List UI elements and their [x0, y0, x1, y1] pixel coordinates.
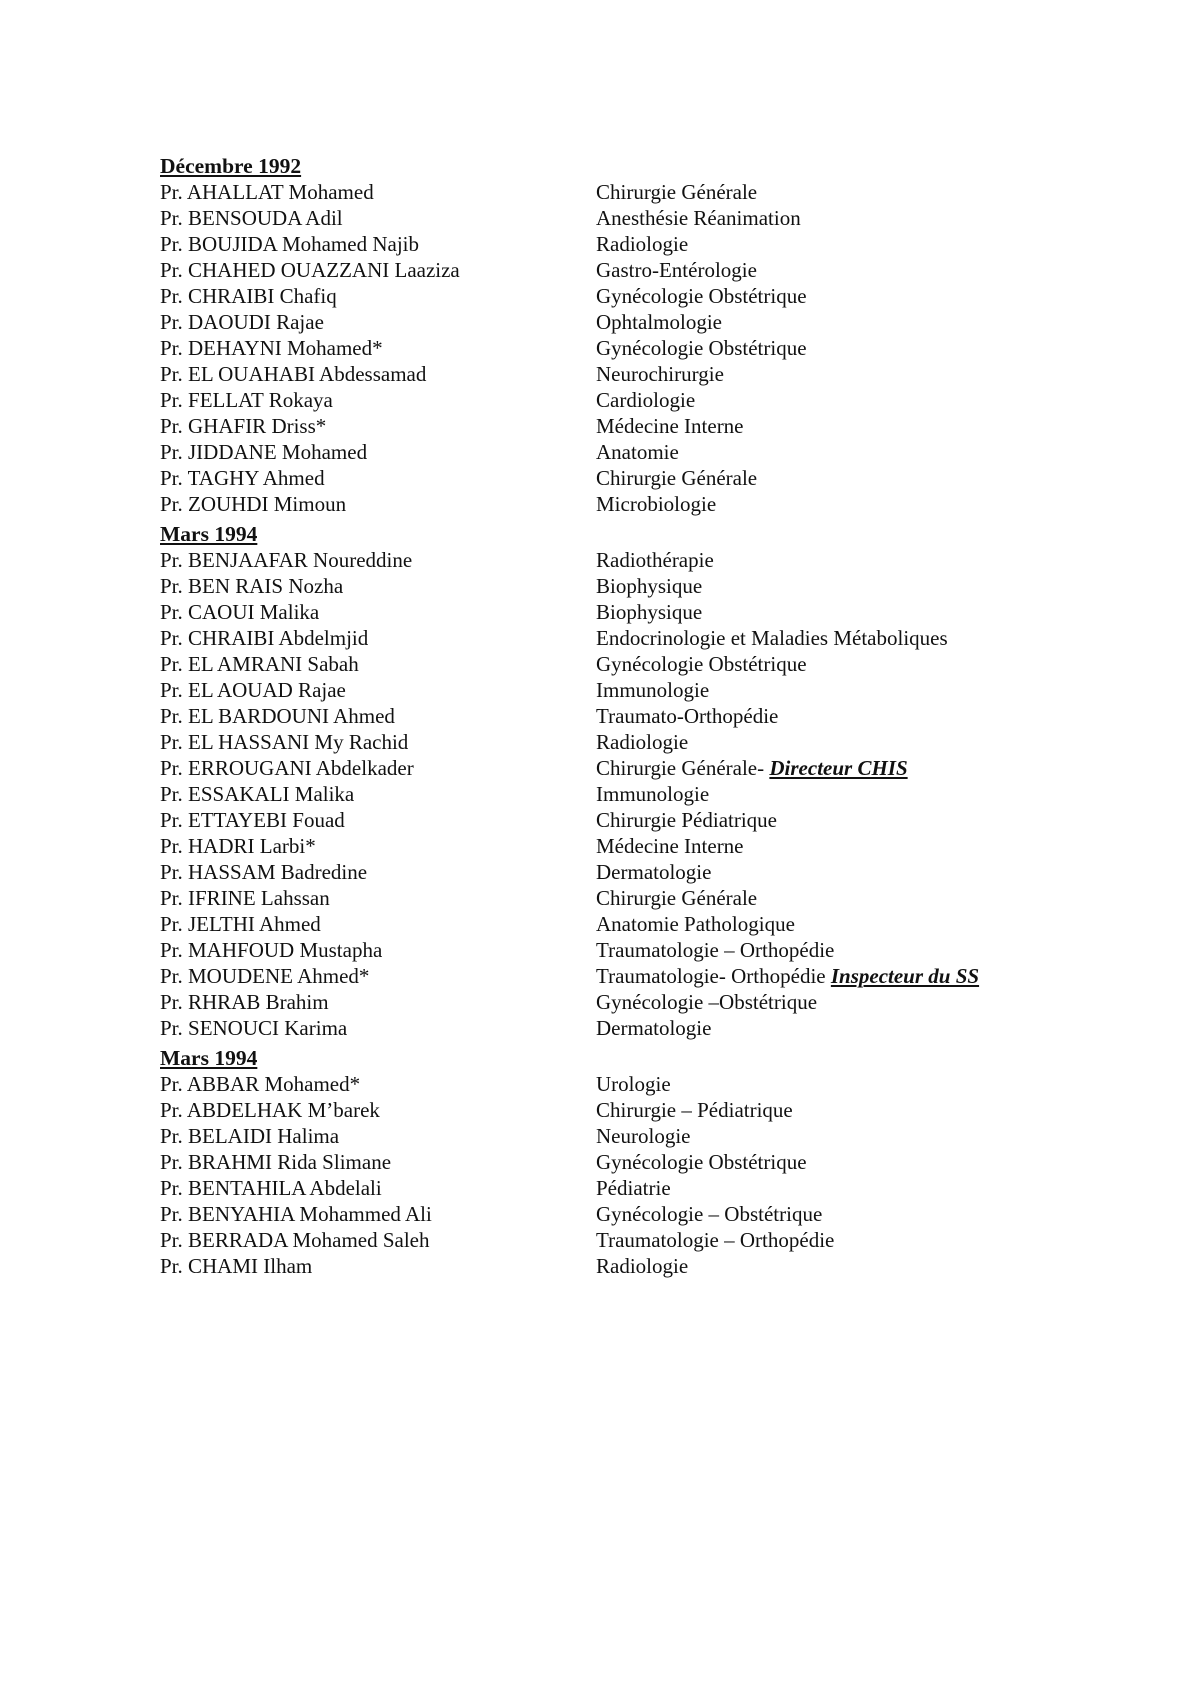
- list-item: [160, 465, 1040, 491]
- list-item: [160, 205, 1040, 231]
- section-title: Mars 1994: [160, 1046, 258, 1070]
- specialty-text: Gynécologie – Obstétrique: [596, 1202, 823, 1226]
- specialty-text: Cardiologie: [596, 388, 696, 412]
- specialty-cell: [596, 1015, 1040, 1041]
- list-item: [160, 781, 1040, 807]
- list-item: [160, 1175, 1040, 1201]
- list-item: [160, 989, 1040, 1015]
- list-item: [160, 599, 1040, 625]
- list-item: [160, 625, 1040, 651]
- list-item: [160, 179, 1040, 205]
- professor-name: Pr. BENJAAFAR Noureddine: [160, 548, 413, 572]
- specialty-text: Gastro-Entérologie: [596, 258, 757, 282]
- specialty-text: Urologie: [596, 1072, 671, 1096]
- specialty-text: Anesthésie Réanimation: [596, 206, 801, 230]
- specialty-cell: [596, 755, 1040, 781]
- section-title: Mars 1994: [160, 522, 258, 546]
- professor-name: Pr. ETTAYEBI Fouad: [160, 808, 345, 832]
- specialty-cell: [596, 361, 1040, 387]
- list-item: [160, 677, 1040, 703]
- faculty-list: [160, 153, 1040, 1279]
- specialty-text: Ophtalmologie: [596, 310, 722, 334]
- professor-name: Pr. ERROUGANI Abdelkader: [160, 756, 414, 780]
- list-item: [160, 911, 1040, 937]
- professor-name: Pr. ABDELHAK M’barek: [160, 1098, 380, 1122]
- professor-name: Pr. BOUJIDA Mohamed Najib: [160, 232, 419, 256]
- specialty-text: Radiothérapie: [596, 548, 714, 572]
- professor-name: Pr. TAGHY Ahmed: [160, 466, 325, 490]
- specialty-text: Dermatologie: [596, 1016, 712, 1040]
- specialty-cell: [596, 547, 1040, 573]
- professor-name: Pr. ESSAKALI Malika: [160, 782, 355, 806]
- professor-name: Pr. CHRAIBI Abdelmjid: [160, 626, 369, 650]
- specialty-text: Microbiologie: [596, 492, 717, 516]
- list-item: [160, 1123, 1040, 1149]
- specialty-text: Chirurgie Générale: [596, 466, 758, 490]
- specialty-cell: [596, 651, 1040, 677]
- professor-name: Pr. MAHFOUD Mustapha: [160, 938, 383, 962]
- specialty-text: Gynécologie Obstétrique: [596, 652, 807, 676]
- specialty-text: Chirurgie Générale-: [596, 756, 770, 780]
- professor-name: Pr. CHAMI Ilham: [160, 1254, 313, 1278]
- specialty-cell: [596, 491, 1040, 517]
- list-item: [160, 361, 1040, 387]
- list-item: [160, 231, 1040, 257]
- section-title: Décembre 1992: [160, 154, 302, 178]
- list-item: [160, 833, 1040, 859]
- specialty-text: Anatomie Pathologique: [596, 912, 795, 936]
- specialty-cell: [596, 179, 1040, 205]
- list-item: [160, 413, 1040, 439]
- specialty-text: Immunologie: [596, 678, 710, 702]
- professor-name: Pr. ABBAR Mohamed*: [160, 1072, 361, 1096]
- specialty-cell: [596, 937, 1040, 963]
- role-note: Directeur CHIS: [769, 756, 908, 780]
- specialty-cell: [596, 465, 1040, 491]
- specialty-text: Médecine Interne: [596, 414, 744, 438]
- list-item: [160, 937, 1040, 963]
- specialty-text: Traumatologie- Orthopédie: [596, 964, 831, 988]
- specialty-cell: [596, 963, 1040, 989]
- specialty-cell: [596, 677, 1040, 703]
- list-item: [160, 729, 1040, 755]
- specialty-text: Traumatologie – Orthopédie: [596, 938, 835, 962]
- specialty-cell: [596, 1201, 1040, 1227]
- section: [160, 1041, 1040, 1279]
- list-item: [160, 859, 1040, 885]
- specialty-text: Radiologie: [596, 1254, 689, 1278]
- professor-name: Pr. EL BARDOUNI Ahmed: [160, 704, 395, 728]
- specialty-cell: [596, 989, 1040, 1015]
- specialty-cell: [596, 257, 1040, 283]
- specialty-text: Traumato-Orthopédie: [596, 704, 779, 728]
- specialty-cell: [596, 1123, 1040, 1149]
- list-item: [160, 755, 1040, 781]
- professor-name: Pr. EL OUAHABI Abdessamad: [160, 362, 427, 386]
- specialty-cell: [596, 573, 1040, 599]
- professor-name: Pr. ZOUHDI Mimoun: [160, 492, 347, 516]
- specialty-cell: [596, 1071, 1040, 1097]
- professor-name: Pr. AHALLAT Mohamed: [160, 180, 374, 204]
- specialty-cell: [596, 599, 1040, 625]
- professor-name: Pr. IFRINE Lahssan: [160, 886, 330, 910]
- list-item: [160, 1227, 1040, 1253]
- professor-name: Pr. JELTHI Ahmed: [160, 912, 321, 936]
- specialty-text: Biophysique: [596, 600, 703, 624]
- list-item: [160, 1201, 1040, 1227]
- specialty-text: Anatomie: [596, 440, 679, 464]
- specialty-cell: [596, 833, 1040, 859]
- professor-name: Pr. HASSAM Badredine: [160, 860, 368, 884]
- specialty-text: Gynécologie –Obstétrique: [596, 990, 818, 1014]
- list-item: [160, 335, 1040, 361]
- specialty-cell: [596, 413, 1040, 439]
- specialty-cell: [596, 703, 1040, 729]
- list-item: [160, 439, 1040, 465]
- list-item: [160, 257, 1040, 283]
- specialty-text: Radiologie: [596, 730, 689, 754]
- specialty-cell: [596, 439, 1040, 465]
- specialty-cell: [596, 205, 1040, 231]
- professor-name: Pr. HADRI Larbi*: [160, 834, 316, 858]
- specialty-text: Chirurgie – Pédiatrique: [596, 1098, 793, 1122]
- list-item: [160, 283, 1040, 309]
- professor-name: Pr. CHRAIBI Chafiq: [160, 284, 337, 308]
- list-item: [160, 885, 1040, 911]
- specialty-cell: [596, 1253, 1040, 1279]
- professor-name: Pr. RHRAB Brahim: [160, 990, 329, 1014]
- list-item: [160, 807, 1040, 833]
- list-item: [160, 1015, 1040, 1041]
- list-item: [160, 387, 1040, 413]
- specialty-cell: [596, 231, 1040, 257]
- professor-name: Pr. DEHAYNI Mohamed*: [160, 336, 383, 360]
- specialty-text: Biophysique: [596, 574, 703, 598]
- professor-name: Pr. BELAIDI Halima: [160, 1124, 340, 1148]
- specialty-text: Neurologie: [596, 1124, 691, 1148]
- list-item: [160, 963, 1040, 989]
- specialty-cell: [596, 1149, 1040, 1175]
- professor-name: Pr. EL AMRANI Sabah: [160, 652, 359, 676]
- section: [160, 517, 1040, 1041]
- list-item: [160, 1097, 1040, 1123]
- specialty-cell: [596, 885, 1040, 911]
- specialty-text: Médecine Interne: [596, 834, 744, 858]
- professor-name: Pr. CAOUI Malika: [160, 600, 320, 624]
- specialty-text: Gynécologie Obstétrique: [596, 284, 807, 308]
- professor-name: Pr. BENTAHILA Abdelali: [160, 1176, 382, 1200]
- list-item: [160, 651, 1040, 677]
- specialty-text: Radiologie: [596, 232, 689, 256]
- role-note: Inspecteur du SS: [830, 964, 980, 988]
- professor-name: Pr. CHAHED OUAZZANI Laaziza: [160, 258, 460, 282]
- professor-name: Pr. BENYAHIA Mohammed Ali: [160, 1202, 432, 1226]
- specialty-cell: [596, 911, 1040, 937]
- specialty-text: Dermatologie: [596, 860, 712, 884]
- section: [160, 153, 1040, 517]
- list-item: [160, 1253, 1040, 1279]
- list-item: [160, 1071, 1040, 1097]
- specialty-text: Gynécologie Obstétrique: [596, 336, 807, 360]
- professor-name: Pr. BENSOUDA Adil: [160, 206, 343, 230]
- specialty-text: Chirurgie Générale: [596, 886, 758, 910]
- specialty-cell: [596, 859, 1040, 885]
- specialty-cell: [596, 335, 1040, 361]
- list-item: [160, 1149, 1040, 1175]
- professor-name: Pr. SENOUCI Karima: [160, 1016, 348, 1040]
- specialty-cell: [596, 1097, 1040, 1123]
- specialty-cell: [596, 283, 1040, 309]
- professor-name: Pr. BERRADA Mohamed Saleh: [160, 1228, 430, 1252]
- professor-name: Pr. MOUDENE Ahmed*: [160, 964, 370, 988]
- list-item: [160, 491, 1040, 517]
- specialty-cell: [596, 807, 1040, 833]
- specialty-cell: [596, 387, 1040, 413]
- specialty-cell: [596, 729, 1040, 755]
- professor-name: Pr. EL HASSANI My Rachid: [160, 730, 409, 754]
- list-item: [160, 309, 1040, 335]
- professor-name: Pr. JIDDANE Mohamed: [160, 440, 368, 464]
- specialty-cell: [596, 781, 1040, 807]
- professor-name: Pr. BEN RAIS Nozha: [160, 574, 344, 598]
- specialty-text: Endocrinologie et Maladies Métaboliques: [596, 626, 948, 650]
- professor-name: Pr. DAOUDI Rajae: [160, 310, 324, 334]
- professor-name: Pr. FELLAT Rokaya: [160, 388, 333, 412]
- specialty-text: Pédiatrie: [596, 1176, 671, 1200]
- document-page: [160, 153, 1040, 1279]
- specialty-text: Neurochirurgie: [596, 362, 724, 386]
- specialty-cell: [596, 625, 1040, 651]
- professor-name: Pr. BRAHMI Rida Slimane: [160, 1150, 392, 1174]
- specialty-text: Chirurgie Pédiatrique: [596, 808, 777, 832]
- list-item: [160, 703, 1040, 729]
- specialty-text: Traumatologie – Orthopédie: [596, 1228, 835, 1252]
- specialty-cell: [596, 1175, 1040, 1201]
- specialty-text: Immunologie: [596, 782, 710, 806]
- specialty-cell: [596, 309, 1040, 335]
- specialty-cell: [596, 1227, 1040, 1253]
- list-item: [160, 573, 1040, 599]
- professor-name: Pr. EL AOUAD Rajae: [160, 678, 346, 702]
- list-item: [160, 547, 1040, 573]
- professor-name: Pr. GHAFIR Driss*: [160, 414, 327, 438]
- specialty-text: Chirurgie Générale: [596, 180, 758, 204]
- specialty-text: Gynécologie Obstétrique: [596, 1150, 807, 1174]
